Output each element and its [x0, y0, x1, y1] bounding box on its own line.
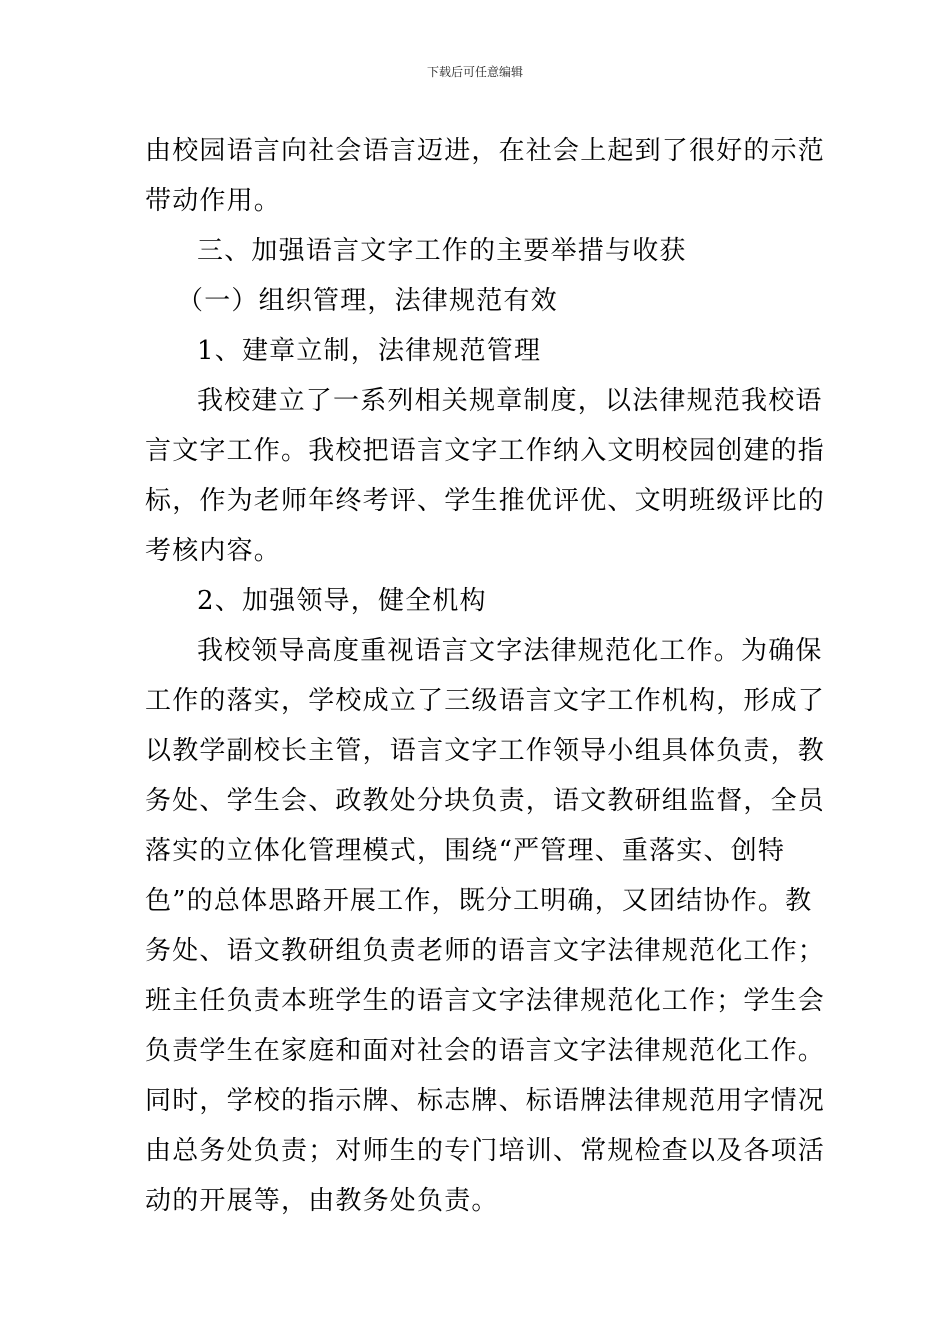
paragraph-line: 工作的落实，学校成立了三级语言文字工作机构，形成了: [145, 686, 826, 716]
paragraph-line: 落实的立体化管理模式，围绕“严管理、重落实、创特: [145, 836, 786, 866]
paragraph-line: 班主任负责本班学生的语言文字法律规范化工作；学生会: [145, 986, 826, 1016]
document-body: [145, 126, 826, 1226]
item-heading: 1、建章立制，法律规范管理: [197, 336, 542, 366]
paragraph-line: 务处、学生会、政教处分块负责，语文教研组监督，全员: [145, 786, 826, 816]
paragraph-line: 色”的总体思路开展工作，既分工明确，又团结协作。教: [145, 886, 813, 916]
paragraph-line: 由校园语言向社会语言迈进，在社会上起到了很好的示范: [145, 136, 826, 166]
paragraph-line: 务处、语文教研组负责老师的语言文字法律规范化工作；: [145, 936, 826, 966]
paragraph-line: 我校领导高度重视语言文字法律规范化工作。为确保: [197, 636, 823, 666]
paragraph-line: 动的开展等，由教务处负责。: [145, 1186, 499, 1216]
paragraph-line: 同时，学校的指示牌、标志牌、标语牌法律规范用字情况: [145, 1086, 826, 1116]
subsection-heading: （一）组织管理，法律规范有效: [177, 286, 558, 316]
paragraph-line: 由总务处负责；对师生的专门培训、常规检查以及各项活: [145, 1136, 826, 1166]
paragraph-line: 带动作用。: [145, 186, 282, 216]
section-heading: 三、加强语言文字工作的主要举措与收获: [197, 236, 687, 266]
paragraph-line: 言文字工作。我校把语言文字工作纳入文明校园创建的指: [145, 436, 826, 466]
paragraph-line: 以教学副校长主管，语言文字工作领导小组具体负责，教: [145, 736, 826, 766]
item-heading: 2、加强领导，健全机构: [197, 586, 487, 616]
paragraph-line: 考核内容。: [145, 536, 282, 566]
paragraph-line: 负责学生在家庭和面对社会的语言文字法律规范化工作。: [145, 1036, 826, 1066]
paragraph-line: 我校建立了一系列相关规章制度，以法律规范我校语: [197, 386, 823, 416]
header-note: 下载后可任意编辑: [426, 65, 523, 79]
paragraph-line: 标，作为老师年终考评、学生推优评优、文明班级评比的: [145, 486, 826, 516]
